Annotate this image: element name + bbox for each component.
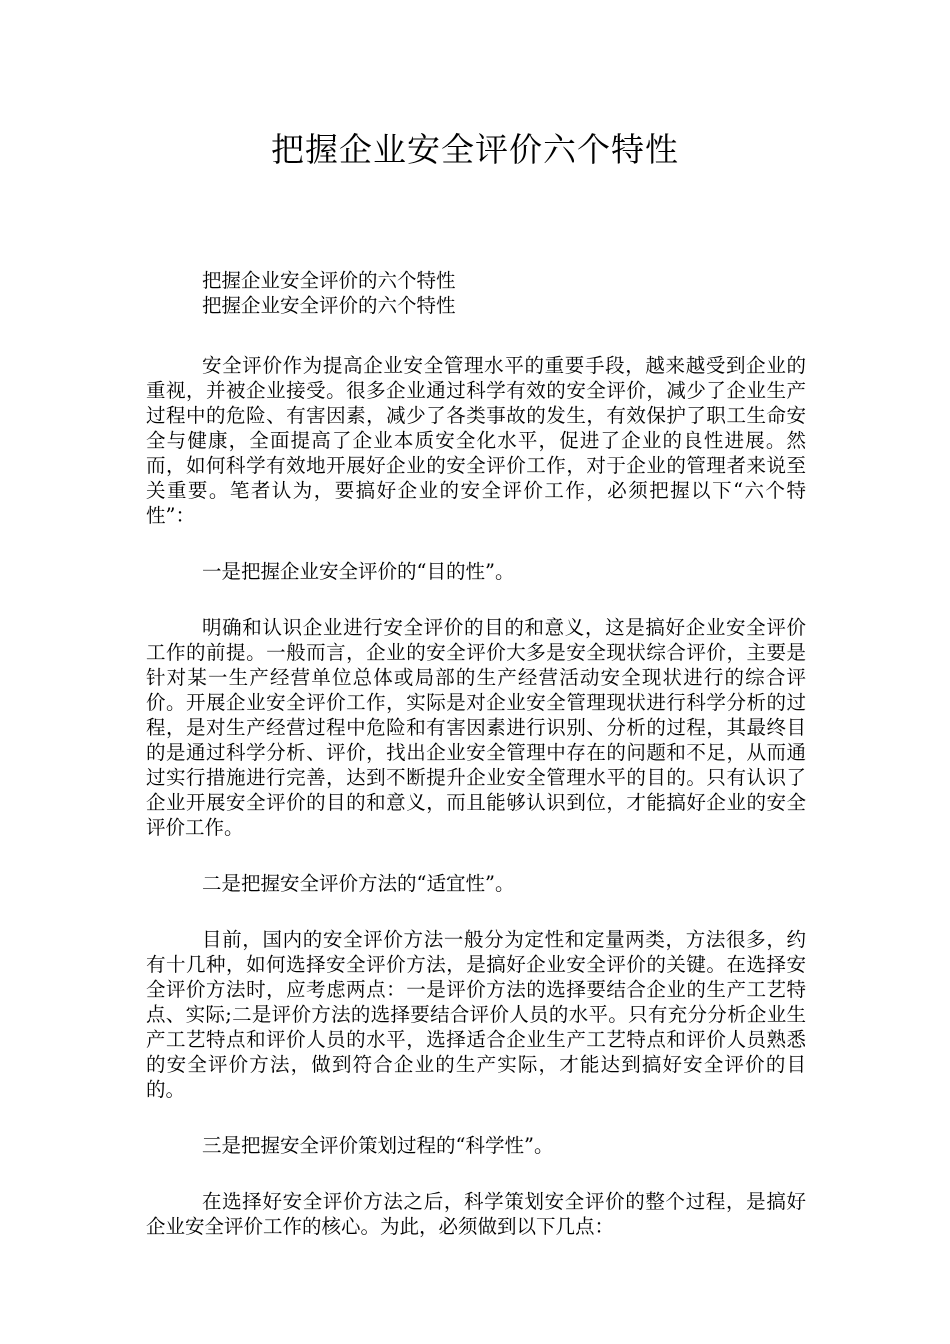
spacer [146, 584, 806, 615]
spacer [146, 896, 806, 927]
spacer [146, 840, 806, 871]
subtitle-line: 把握企业安全评价的六个特性 [202, 294, 456, 317]
spacer [146, 1102, 806, 1133]
section-heading: 一是把握企业安全评价的“目的性”。 [202, 560, 515, 583]
body-paragraph: 目前，国内的安全评价方法一般分为定性和定量两类，方法很多，约有十几种，如何选择安全评价方法，是搞好企业安全评价的关键。在选择安全评价方法时，应考虑两点：一是评价方法的选择要结合企业的生产工艺特点、实际;二是评价方法的选择要结合评价人员的水平。只有充分分析企业生产工艺特点和评价人员的水平，选择适合企业生产工艺特点和评价人员熟悉的安全评价方法，做到符合企业的生产实际，才能达到搞好安全评价的目的。 [146, 928, 806, 1101]
body-paragraph: 在选择好安全评价方法之后，科学策划安全评价的整个过程，是搞好企业安全评价工作的核心。为此，必须做到以下几点： [146, 1190, 806, 1238]
section-heading: 三是把握安全评价策划过程的“科学性”。 [202, 1134, 554, 1157]
body-paragraph: 安全评价作为提高企业安全管理水平的重要手段，越来越受到企业的重视，并被企业接受。很多企业通过科学有效的安全评价，减少了企业生产过程中的危险、有害因素，减少了各类事故的发生，有效保护了职工生命安全与健康，全面提高了企业本质安全化水平，促进了企业的良性进展。然而，如何科学有效地开展好企业的安全评价工作，对于企业的管理者来说至关重要。笔者认为，要搞好企业的安全评价工作，必须把握以下“六个特性”： [146, 354, 806, 527]
document-title: 把握企业安全评价六个特性 [271, 130, 679, 169]
spacer [146, 318, 806, 353]
section-heading: 二是把握安全评价方法的“适宜性”。 [202, 872, 515, 895]
document-body [146, 268, 806, 1239]
subtitle-line: 把握企业安全评价的六个特性 [202, 269, 456, 292]
spacer [146, 528, 806, 559]
body-paragraph: 明确和认识企业进行安全评价的目的和意义，这是搞好企业安全评价工作的前提。一般而言，企业的安全评价大多是安全现状综合评价，主要是针对某一生产经营单位总体或局部的生产经营活动安全现状进行的综合评价。开展企业安全评价工作，实际是对企业安全管理现状进行科学分析的过程，是对生产经营过程中危险和有害因素进行识别、分析的过程，其最终目的是通过科学分析、评价，找出企业安全管理中存在的问题和不足，从而通过实行措施进行完善，达到不断提升企业安全管理水平的目的。只有认识了企业开展安全评价的目的和意义，而且能够认识到位，才能搞好企业的安全评价工作。 [146, 616, 806, 839]
spacer [146, 1158, 806, 1189]
